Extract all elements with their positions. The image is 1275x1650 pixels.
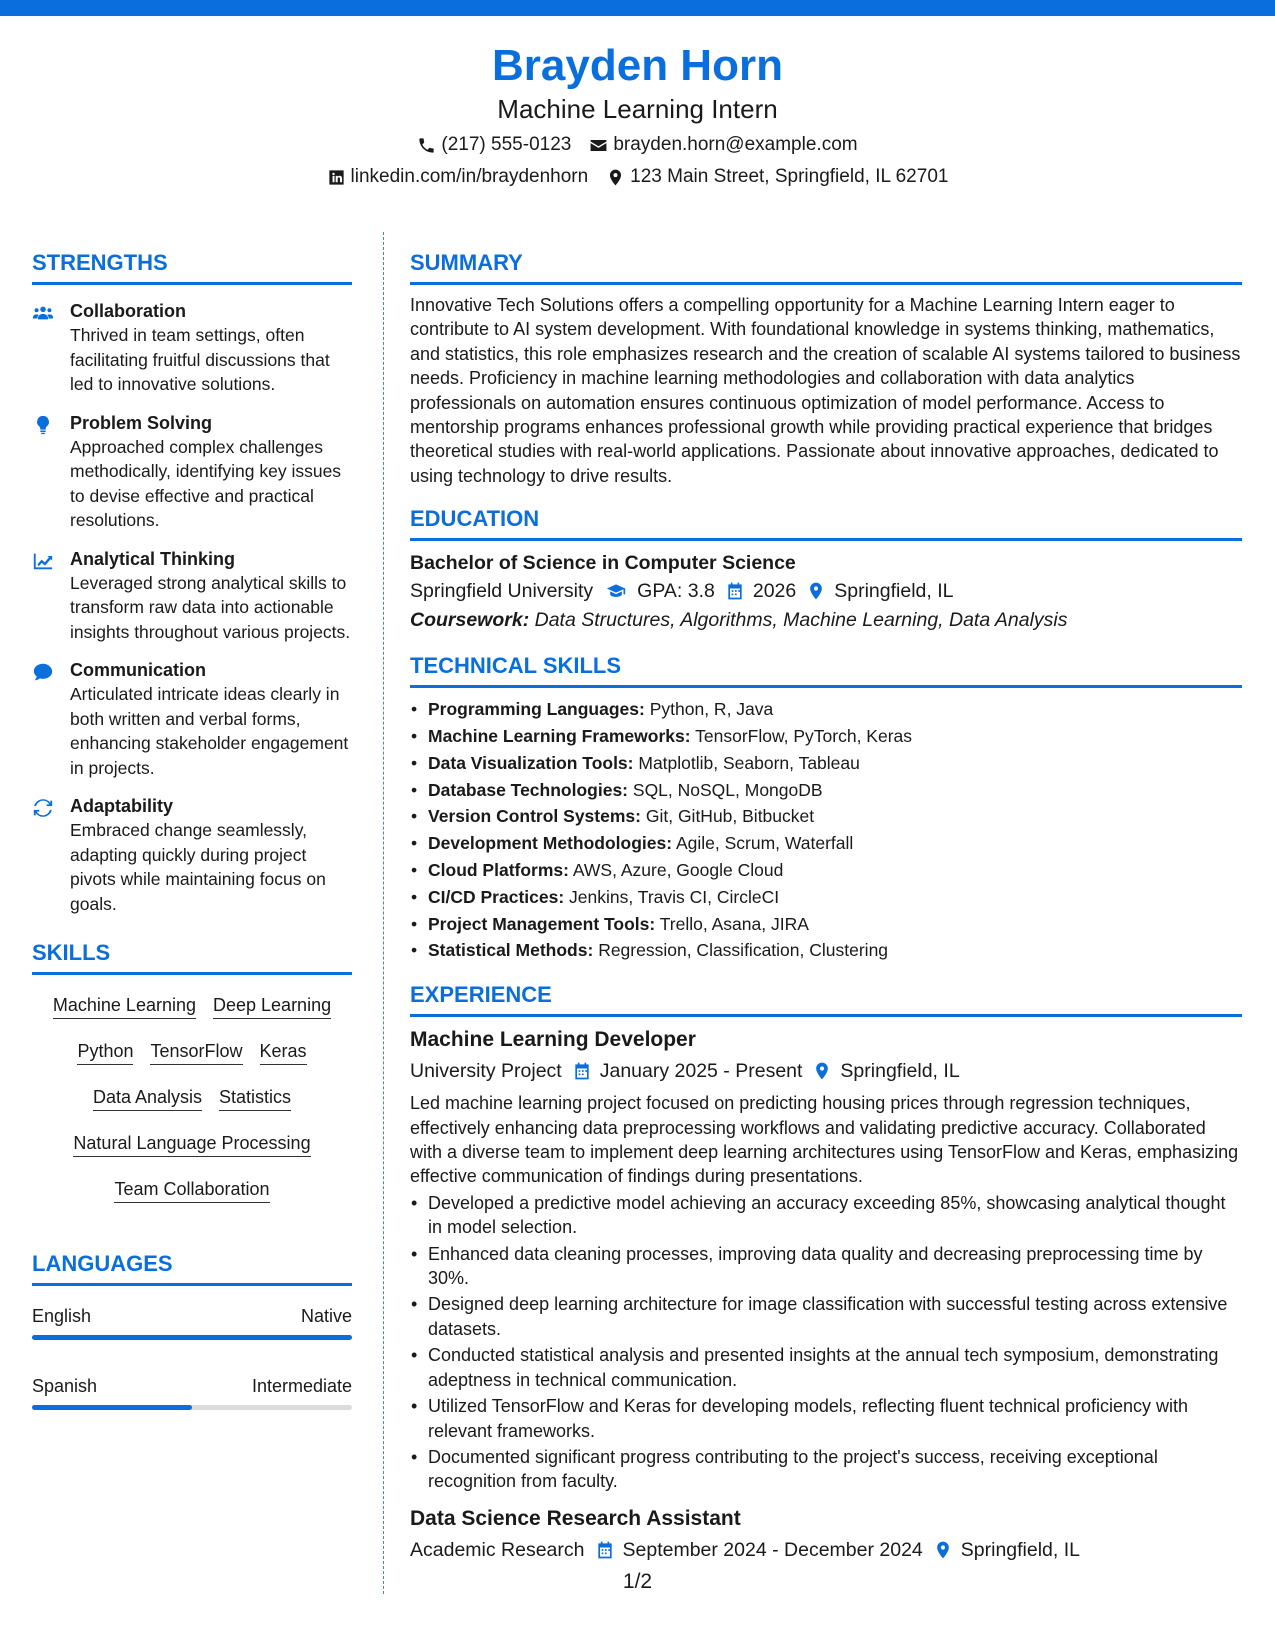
strength-title: Problem Solving: [70, 412, 213, 433]
language-bar-fill: [32, 1335, 352, 1340]
skill-category: Project Management Tools:: [428, 913, 656, 934]
languages-title: LANGUAGES: [32, 1249, 352, 1286]
linkedin-contact[interactable]: [327, 164, 589, 190]
list-item: [410, 777, 1242, 804]
list-item: [410, 830, 1242, 857]
skill-category: Statistical Methods:: [428, 940, 594, 961]
list-item: • Designed deep learning architecture for image classification with successful testing across extensive datasets.: [410, 1292, 1242, 1341]
job-location: Springfield, IL: [840, 1060, 960, 1083]
list-item: • Conducted statistical analysis and presented insights at the annual tech symposium, demonstrating adeptness in technical communication.: [410, 1343, 1242, 1392]
coursework-label: Coursework:: [410, 609, 530, 632]
strength-item: [32, 794, 352, 916]
skill-category: Version Control Systems:: [428, 806, 641, 827]
users-icon: [32, 302, 54, 324]
contact-row-2: [0, 164, 1275, 190]
job-meta: [410, 1057, 1242, 1085]
job-entry: [410, 1025, 1242, 1494]
skills-tags: [32, 993, 352, 1203]
strength-item: [32, 411, 352, 533]
skills-title: SKILLS: [32, 938, 352, 975]
strength-title: Collaboration: [70, 301, 186, 321]
candidate-name: Brayden Horn: [492, 41, 783, 90]
language-item: [32, 1374, 352, 1410]
job-title: Machine Learning Developer: [410, 1028, 696, 1052]
skill-values: Trello, Asana, JIRA: [659, 913, 809, 934]
skill-values: Regression, Classification, Clustering: [598, 940, 889, 961]
map-marker-icon: [933, 1540, 953, 1560]
chart-line-icon: [32, 550, 54, 572]
graduation-cap-icon: [603, 581, 629, 601]
language-bar: [32, 1405, 352, 1410]
education-coursework: [410, 605, 1242, 635]
skill-tag: Keras: [260, 1039, 307, 1065]
job-meta: [410, 1536, 1242, 1564]
language-level: Native: [300, 1306, 352, 1326]
skill-values: AWS, Azure, Google Cloud: [572, 860, 784, 881]
list-item: • Documented significant progress contributing to the project's success, receiving exceptional recognition from faculty.: [410, 1445, 1242, 1494]
calendar-icon: [595, 1540, 615, 1560]
list-item: [410, 911, 1242, 938]
candidate-role: Machine Learning Intern: [497, 94, 778, 124]
strength-title: Analytical Thinking: [70, 548, 236, 569]
coursework-list: Data Structures, Algorithms, Machine Learning, Data Analysis: [534, 609, 1068, 632]
skill-tag: Data Analysis: [93, 1085, 202, 1111]
skill-tag: Team Collaboration: [114, 1177, 269, 1203]
strength-item: [32, 299, 352, 397]
calendar-icon: [572, 1061, 592, 1081]
list-item: • Enhanced data cleaning processes, improving data quality and decreasing preprocessing time by 30%.: [410, 1242, 1242, 1291]
skill-values: Git, GitHub, Bitbucket: [645, 806, 815, 827]
skill-tag: Natural Language Processing: [73, 1131, 310, 1157]
phone-text: (217) 555-0123: [441, 134, 572, 155]
experience-section: [410, 980, 1242, 1564]
strength-desc: Thrived in team settings, often facilitating fruitful discussions that led to innovative solutions.: [70, 325, 330, 394]
technical-skills-title: TECHNICAL SKILLS: [410, 651, 1242, 688]
column-divider: [383, 232, 384, 1594]
list-item: [410, 750, 1242, 777]
strength-item: [32, 658, 352, 780]
job-entry: [410, 1504, 1242, 1564]
skill-values: Jenkins, Travis CI, CircleCI: [569, 886, 780, 907]
job-title: Data Science Research Assistant: [410, 1506, 741, 1530]
language-bar: [32, 1335, 352, 1340]
experience-title: EXPERIENCE: [410, 980, 1242, 1017]
right-column: [410, 248, 1242, 1564]
language-item: [32, 1304, 352, 1340]
skill-category: Development Methodologies:: [428, 833, 673, 854]
skill-values: Agile, Scrum, Waterfall: [675, 833, 854, 854]
skill-tag: Machine Learning: [53, 993, 196, 1019]
list-item: [410, 803, 1242, 830]
skill-values: TensorFlow, PyTorch, Keras: [695, 726, 913, 747]
address-contact: [606, 164, 948, 190]
education-gpa: GPA: 3.8: [637, 580, 715, 603]
education-location: Springfield, IL: [834, 580, 954, 603]
skill-category: Machine Learning Frameworks:: [428, 726, 691, 747]
language-name: Spanish: [32, 1376, 98, 1396]
skill-values: Python, R, Java: [649, 699, 774, 720]
strength-desc: Articulated intricate ideas clearly in both written and verbal forms, enhancing stakeholder engagement in projects.: [70, 684, 349, 778]
email-text: brayden.horn@example.com: [613, 134, 858, 155]
education-degree: Bachelor of Science in Computer Science: [410, 552, 796, 575]
language-level: Intermediate: [251, 1376, 352, 1396]
contact-row-1: [0, 132, 1275, 158]
linkedin-icon: [327, 168, 346, 187]
resume-header: [0, 40, 1275, 190]
technical-skills-list: [410, 696, 1242, 964]
education-title: EDUCATION: [410, 504, 1242, 541]
calendar-icon: [725, 581, 745, 601]
map-marker-icon: [812, 1061, 832, 1081]
top-accent-bar: [0, 0, 1275, 16]
lightbulb-icon: [32, 414, 54, 436]
strength-title: Communication: [70, 660, 207, 680]
strength-title: Adaptability: [70, 796, 174, 816]
address-text: 123 Main Street, Springfield, IL 62701: [630, 166, 949, 187]
education-school: Springfield University: [410, 580, 594, 603]
strengths-section: [32, 248, 352, 916]
strength-desc: Leveraged strong analytical skills to transform raw data into actionable insights throughout various projects.: [70, 572, 351, 642]
strengths-title: STRENGTHS: [32, 248, 352, 285]
job-org: Academic Research: [410, 1538, 585, 1561]
skill-category: Programming Languages:: [428, 699, 645, 720]
language-name: English: [32, 1306, 92, 1326]
skill-tag: TensorFlow: [150, 1039, 242, 1065]
skill-category: Database Technologies:: [428, 779, 629, 800]
strength-desc: Approached complex challenges methodically, identifying key issues to devise effective and practical resolutions.: [70, 436, 342, 530]
skill-values: Matplotlib, Seaborn, Tableau: [638, 752, 860, 773]
skill-category: Cloud Platforms:: [428, 860, 569, 881]
phone-contact: [417, 132, 571, 158]
strength-desc: Embraced change seamlessly, adapting quickly during project pivots while maintaining focus on goals.: [70, 820, 326, 914]
job-bullets: [410, 1191, 1242, 1494]
page-number: 1/2: [622, 1570, 653, 1593]
list-item: • Utilized TensorFlow and Keras for developing models, reflecting fluent technical proficiency with relevant frameworks.: [410, 1394, 1242, 1443]
linkedin-text: linkedin.com/in/braydenhorn: [350, 166, 589, 187]
strength-item: [32, 547, 352, 645]
skills-section: [32, 938, 352, 1203]
comment-icon: [32, 661, 54, 683]
skill-category: CI/CD Practices:: [428, 886, 565, 907]
list-item: [410, 857, 1242, 884]
skill-tag: Python: [77, 1039, 133, 1065]
list-item: [410, 723, 1242, 750]
summary-text: Innovative Tech Solutions offers a compelling opportunity for a Machine Learning Intern eager to contribute to AI system development. With foundational knowledge in systems thinking, mathematics, and statistics, this role emphasizes research and the creation of scalable AI systems tailored to business needs. Proficiency in machine learning methodologies and collaboration with data analytics professionals on automation ensures continuous optimization of model performance. Access to mentorship programs enhances professional growth while providing practical experience that bridges theoretical studies with real-world applications. Passionate about innovative approaches, dedicated to using technology to drive results.: [410, 295, 1241, 486]
technical-skills-section: [410, 651, 1242, 964]
list-item: [410, 884, 1242, 911]
education-section: [410, 504, 1242, 635]
education-meta: [410, 577, 1242, 605]
skill-values: SQL, NoSQL, MongoDB: [632, 779, 823, 800]
map-marker-icon: [806, 581, 826, 601]
envelope-icon: [589, 136, 608, 155]
sync-icon: [32, 797, 54, 819]
job-dates: January 2025 - Present: [599, 1060, 803, 1083]
job-org: University Project: [410, 1060, 562, 1083]
languages-section: [32, 1249, 352, 1410]
list-item: • Developed a predictive model achieving an accuracy exceeding 85%, showcasing analytical thought in model selection.: [410, 1191, 1242, 1240]
skill-category: Data Visualization Tools:: [428, 752, 634, 773]
list-item: [410, 696, 1242, 723]
skill-tag: Statistics: [219, 1085, 291, 1111]
summary-section: [410, 248, 1242, 488]
left-column: [32, 248, 352, 1410]
summary-title: SUMMARY: [410, 248, 1242, 285]
email-contact[interactable]: [589, 132, 857, 158]
job-description: Led machine learning project focused on predicting housing prices through regression techniques, effectively enhancing data preprocessing workflows and validating predictive accuracy. Collaborated with a diverse team to implement deep learning architectures using TensorFlow and Keras, emphasizing effective communication of findings during presentations.: [410, 1093, 1239, 1187]
job-dates: September 2024 - December 2024: [622, 1538, 923, 1561]
job-location: Springfield, IL: [960, 1538, 1081, 1561]
map-marker-icon: [606, 168, 625, 187]
language-bar-fill: [32, 1405, 192, 1410]
phone-icon: [417, 136, 436, 155]
skill-tag: Deep Learning: [213, 993, 331, 1019]
education-year: 2026: [752, 580, 797, 603]
list-item: [410, 937, 1242, 964]
